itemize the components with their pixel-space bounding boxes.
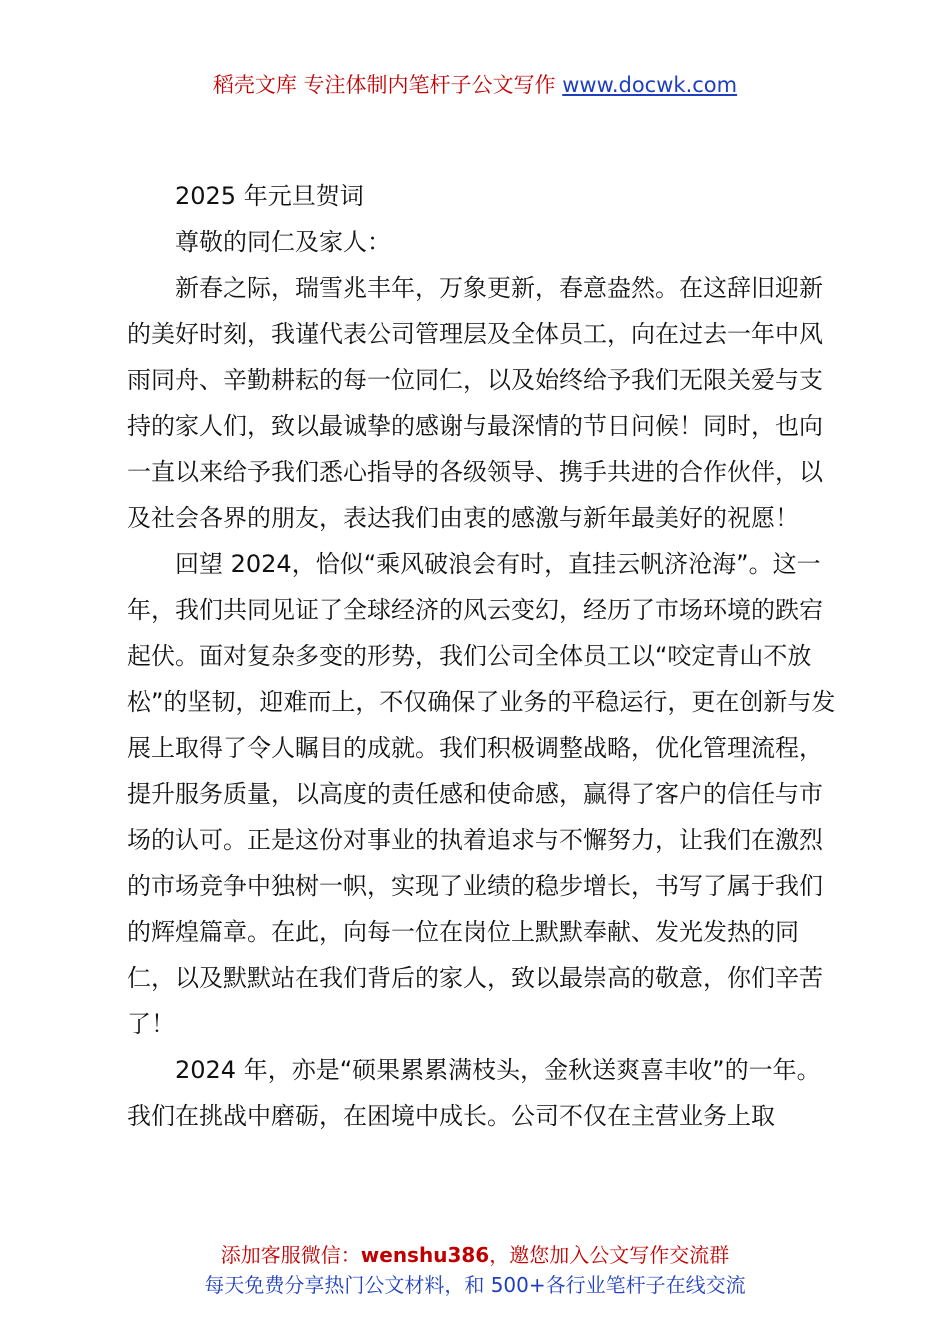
footer-promo-line: 每天免费分享热门公文材料，和 500+各行业笔杆子在线交流 — [204, 1273, 746, 1297]
document-body — [127, 173, 839, 1139]
page-header — [0, 70, 950, 100]
document-salutation: 尊敬的同仁及家人： — [175, 228, 391, 256]
document-paragraph: 2024 年，亦是“硕果累累满枝头，金秋送爽喜丰收”的一年。我们在挑战中磨砺，在困境中成长。公司不仅在主营业务上取 — [127, 1056, 821, 1130]
document-title: 2025 年元旦贺词 — [175, 182, 364, 210]
header-brand-text: 稻壳文库 专注体制内笔杆子公文写作 — [212, 73, 563, 97]
document-paragraph: 回望 2024，恰似“乘风破浪会有时，直挂云帆济沧海”。这一年，我们共同见证了全球经济的风云变幻，经历了市场环境的跌宕起伏。面对复杂多变的形势，我们公司全体员工以“咬定青山不放松”的坚韧，迎难而上，不仅确保了业务的平稳运行，更在创新与发展上取得了令人瞩目的成就。我们积极调整战略，优化管理流程，提升服务质量，以高度的责任感和使命感，赢得了客户的信任与市场的认可。正是这份对事业的执着追求与不懈努力，让我们在激烈的市场竞争中独树一帜，实现了业绩的稳步增长，书写了属于我们的辉煌篇章。在此，向每一位在岗位上默默奉献、发光发热的同仁，以及默默站在我们背后的家人，致以最崇高的敬意，你们辛苦了！ — [127, 550, 836, 1038]
footer-wechat-id: wenshu386 — [360, 1243, 490, 1267]
footer-contact-prefix: 添加客服微信： — [220, 1243, 361, 1267]
footer-contact-suffix: ，邀您加入公文写作交流群 — [489, 1243, 730, 1267]
page-footer — [0, 1240, 950, 1300]
header-website-link[interactable]: www.docwk.com — [562, 73, 738, 97]
document-paragraph: 新春之际，瑞雪兆丰年，万象更新，春意盎然。在这辞旧迎新的美好时刻，我谨代表公司管理层及全体员工，向在过去一年中风雨同舟、辛勤耕耘的每一位同仁，以及始终给予我们无限关爱与支持的家人们，致以最诚挚的感谢与最深情的节日问候！同时，也向一直以来给予我们悉心指导的各级领导、携手共进的合作伙伴，以及社会各界的朋友，表达我们由衷的感激与新年最美好的祝愿！ — [127, 274, 823, 532]
footer-contact-line — [0, 1240, 950, 1270]
